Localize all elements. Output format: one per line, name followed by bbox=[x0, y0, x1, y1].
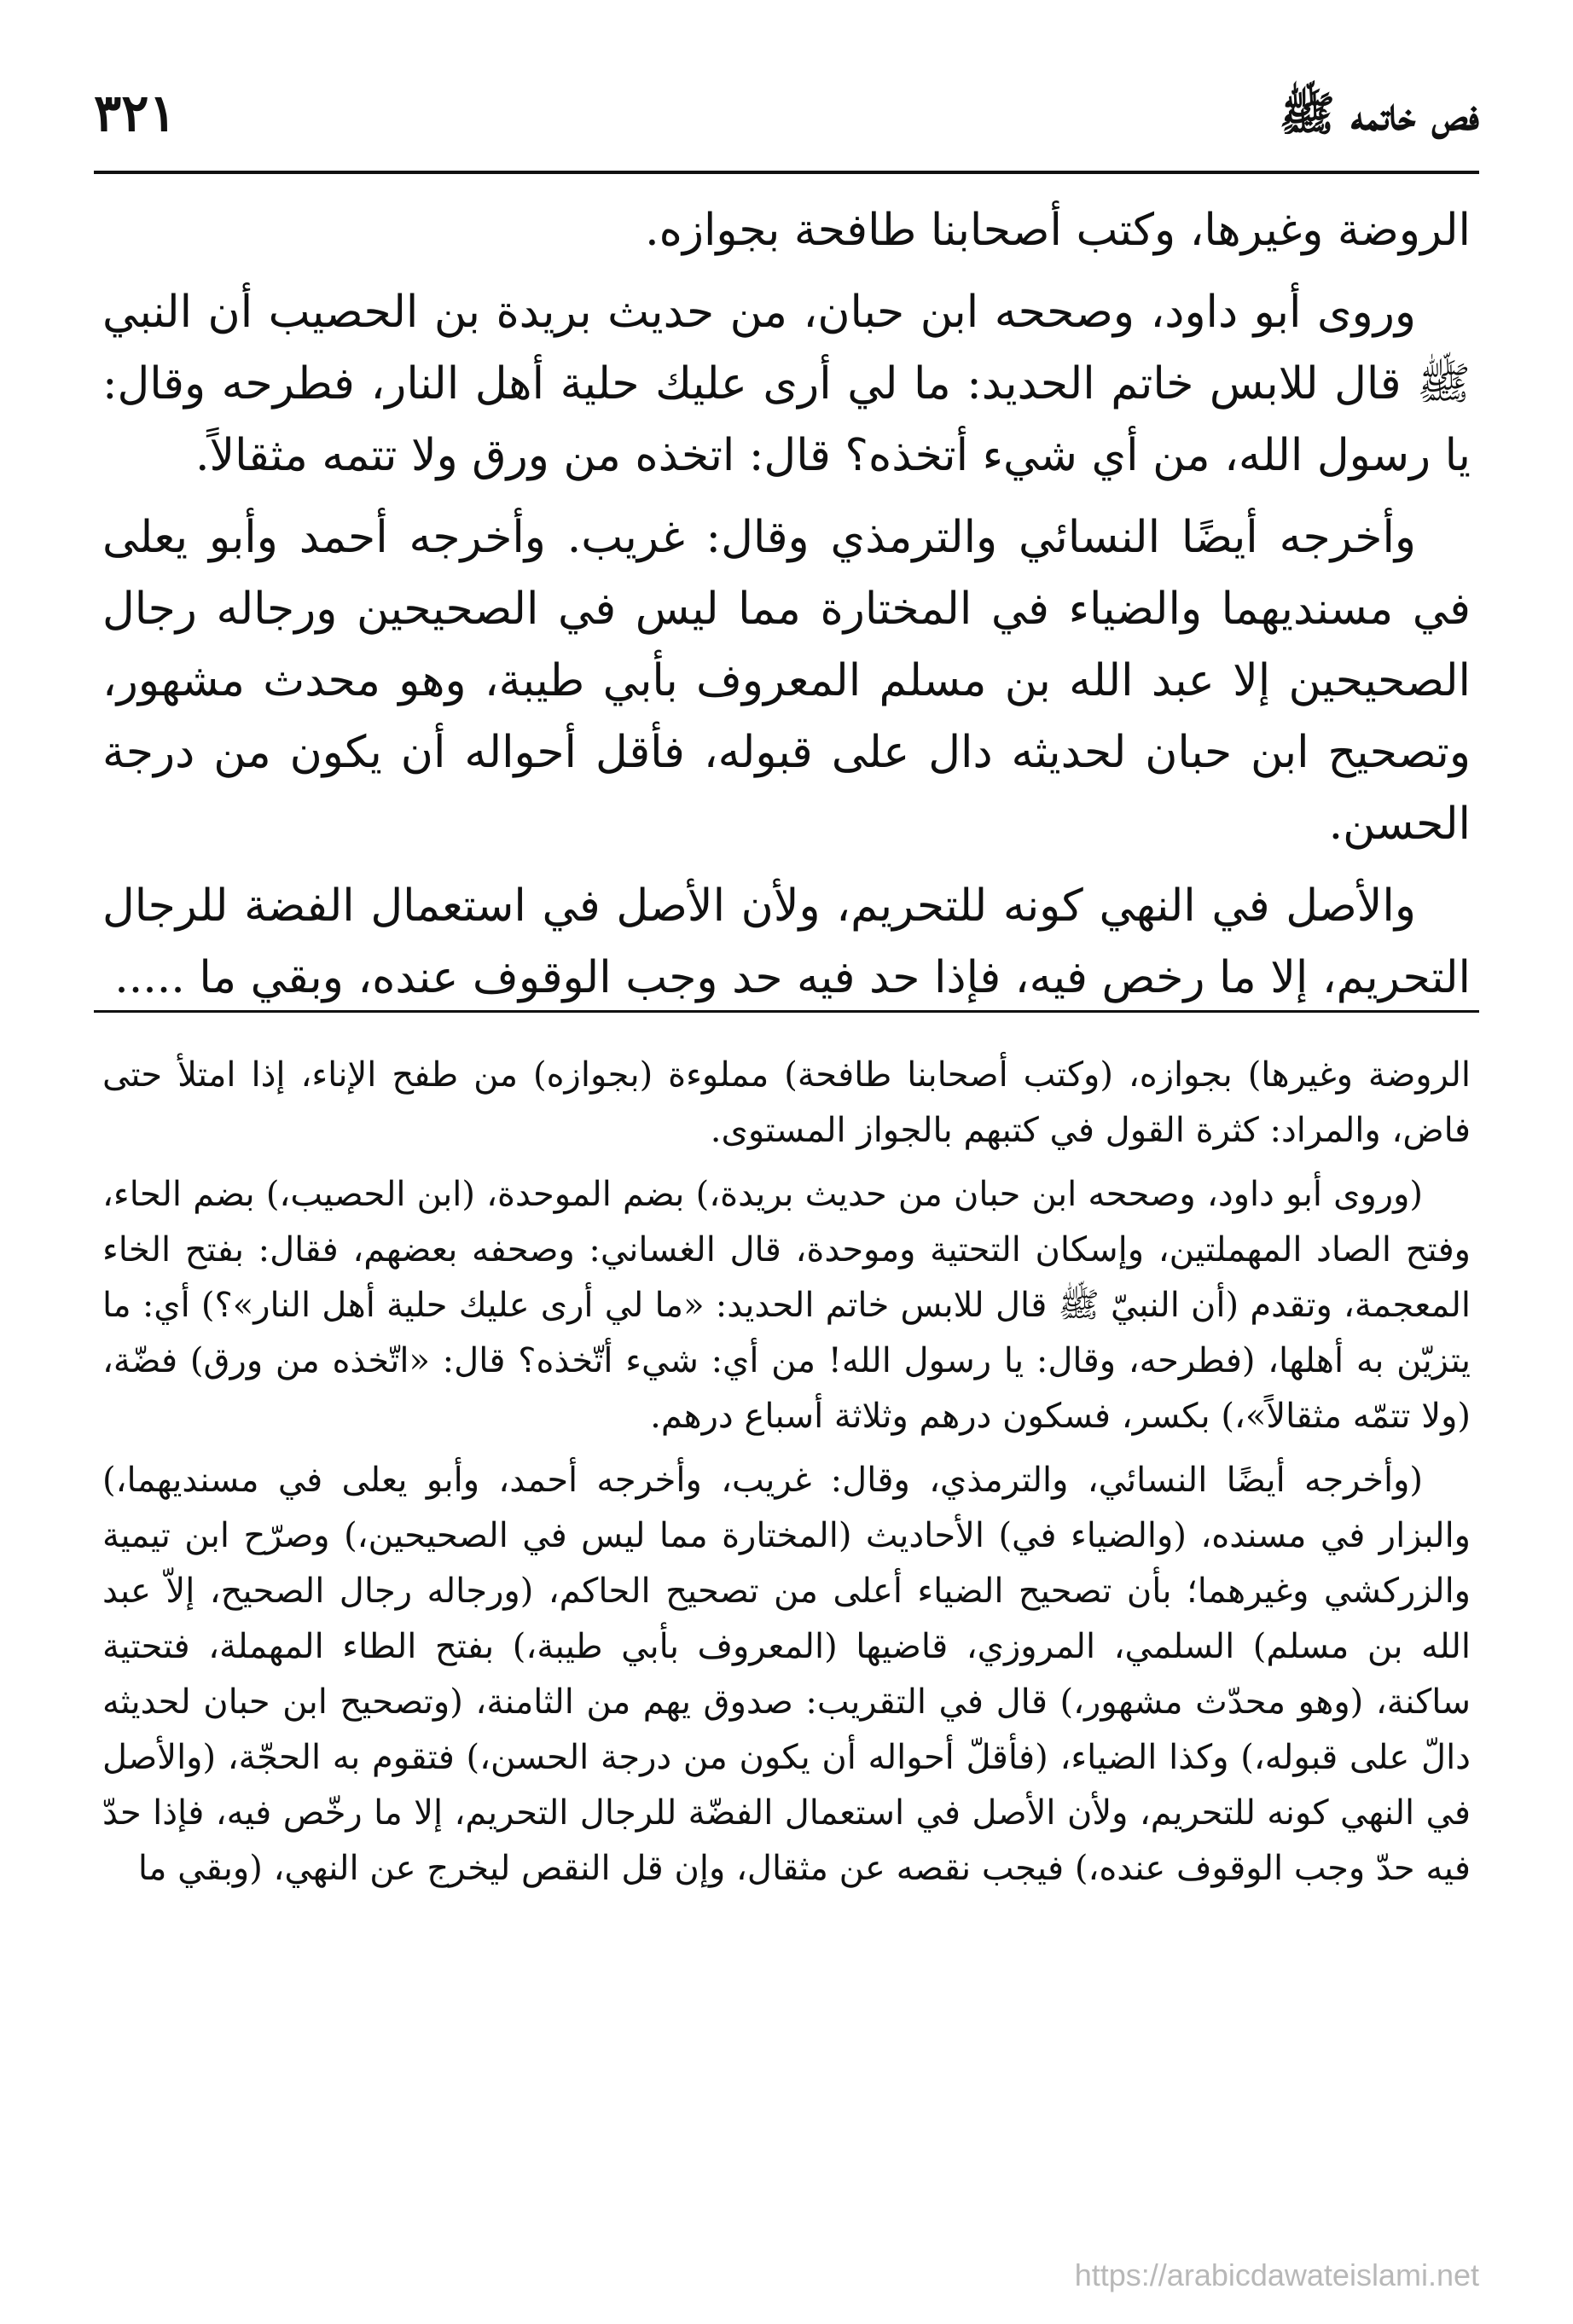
main-text bbox=[102, 195, 1471, 1024]
commentary-paragraph: (وروى أبو داود، وصححه ابن حبان من حديث بريدة،) بضم الموحدة، (ابن الحصيب،) بضم الحاء، وفتح الصاد المهملتين، وإسكان التحتية وموحدة، قال الغساني: وصحفه بعضهم، فقال: بفتح الخاء المعجمة، وتقدم (أن النبيّ ﷺ قال للابس خاتم الحديد: «ما لي أرى عليك حلية أهل النار»؟) أي: ما يتزيّن به أهلها، (فطرحه، وقال: يا رسول الله! من أي: شيء أتّخذه؟ قال: «اتّخذه من ورق) فضّة، (ولا تتمّه مثقالاً»،) بكسر، فسكون درهم وثلاثة أسباع درهم. bbox=[102, 1175, 1471, 1436]
watermark-url: https://arabicdawateislami.net bbox=[1074, 2257, 1479, 2292]
main-paragraph: وروى أبو داود، وصححه ابن حبان، من حديث بريدة بن الحصيب أن النبي ﷺ قال للابس خاتم الحديد: ما لي أرى عليك حلية أهل النار، فطرحه وقال: يا رسول الله، من أي شيء أتخذه؟ قال: اتخذه من ورق ولا تتمه مثقالاً. bbox=[102, 287, 1471, 481]
page-header bbox=[94, 75, 1479, 160]
main-paragraph: الروضة وغيرها، وكتب أصحابنا طافحة بجوازه. bbox=[645, 205, 1471, 256]
header-divider bbox=[94, 171, 1479, 174]
commentary-paragraph: الروضة وغيرها) بجوازه، (وكتب أصحابنا طافحة) مملوءة (بجوازه) من طفح الإناء، إذا امتلأ حتى فاض، والمراد: كثرة القول في كتبهم بالجواز المستوى. bbox=[102, 1055, 1471, 1150]
commentary-paragraph: (وأخرجه أيضًا النسائي، والترمذي، وقال: غريب، وأخرجه أحمد، وأبو يعلى في مسنديهما،) والبزار في مسنده، (والضياء في) الأحاديث (المختارة مما ليس في الصحيحين،) وصرّح ابن تيمية والزركشي وغيرهما؛ بأن تصحيح الضياء أعلى من تصحيح الحاكم، (ورجاله رجال الصحيح، إلاّ عبد الله بن مسلم) السلمي، المروزي، قاضيها (المعروف بأبي طيبة،) بفتح الطاء المهملة، فتحتية ساكنة، (وهو محدّث مشهور،) قال في التقريب: صدوق يهم من الثامنة، (وتصحيح ابن حبان لحديثه دالّ على قبوله،) وكذا الضياء، (فأقلّ أحواله أن يكون من درجة الحسن،) فتقوم به الحجّة، (والأصل في النهي كونه للتحريم، ولأن الأصل في استعمال الفضّة للرجال التحريم، إلا ما رخّص فيه، فإذا حدّ فيه حدّ وجب الوقوف عنده،) فيجب نقصه عن مثقال، وإن قل النقص ليخرج عن النهي، (وبقي ما bbox=[102, 1461, 1471, 1888]
running-title: فص خاتمه ﷺ bbox=[1279, 86, 1479, 141]
main-paragraph: وأخرجه أيضًا النسائي والترمذي وقال: غريب. وأخرجه أحمد وأبو يعلى في مسنديهما والضياء في المختارة مما ليس في الصحيحين ورجاله رجال الصحيحين إلا عبد الله بن مسلم المعروف بأبي طيبة، وهو محدث مشهور، وتصحيح ابن حبان لحديثه دال على قبوله، فأقل أحواله أن يكون من درجة الحسن. bbox=[102, 512, 1471, 850]
main-paragraph: والأصل في النهي كونه للتحريم، ولأن الأصل في استعمال الفضة للرجال التحريم، إلا ما رخص فيه، فإذا حد فيه حد وجب الوقوف عنده، وبقي ما ..... bbox=[102, 880, 1471, 1003]
page-number: ٣٢١ bbox=[94, 84, 177, 143]
commentary-divider bbox=[94, 1010, 1479, 1013]
commentary-text bbox=[102, 1048, 1471, 1905]
